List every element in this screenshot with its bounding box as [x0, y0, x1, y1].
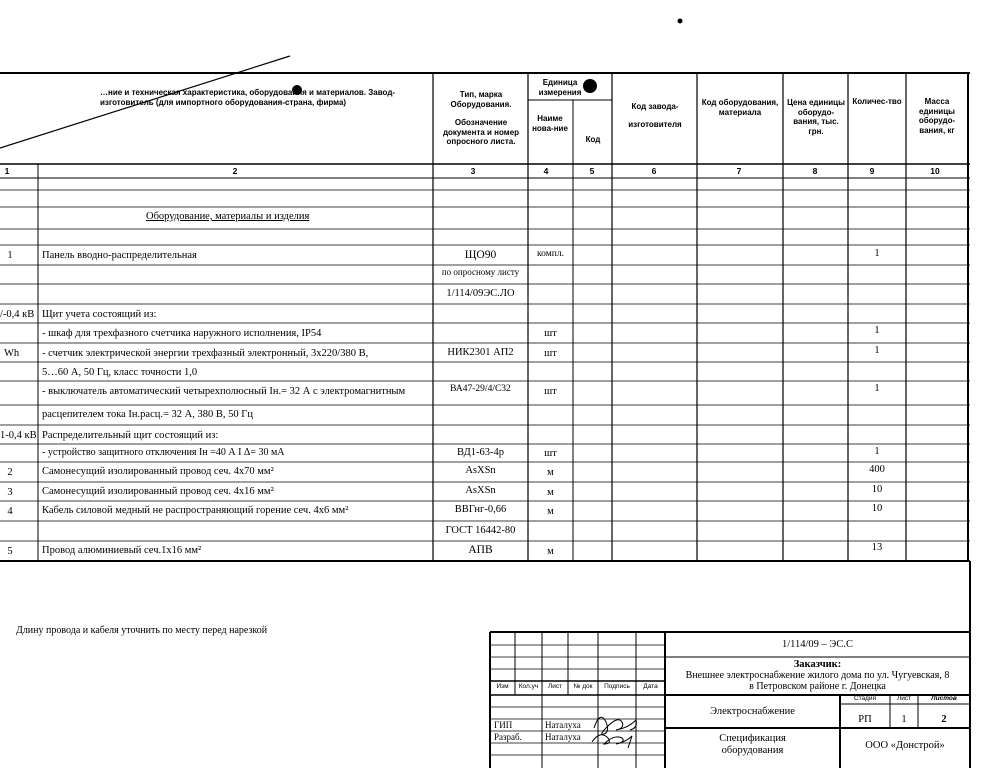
row-type: ГОСТ 16442-80 [445, 525, 516, 536]
row-pos: /-0,4 кВ [0, 309, 35, 320]
stage-label: Стадия [853, 695, 877, 702]
row-type: по опросному листу [441, 267, 520, 277]
row-unit: м [547, 506, 554, 517]
stage-value: РП [858, 714, 872, 725]
row-type: AsXSn [465, 465, 496, 476]
header-col8: Цена единицы оборудо-вания, тыс. грн. [787, 98, 845, 136]
section-name: Электроснабжение [710, 706, 795, 717]
row-unit: м [547, 546, 554, 557]
row-unit: шт [544, 386, 557, 397]
row-name: - устройство защитного отключения Iн =40 А I Δ= 30 мА [42, 447, 285, 458]
row-unit: шт [544, 448, 557, 459]
header-col5: Код [585, 135, 601, 144]
row-name: Провод алюминиевый сеч.1х16 мм² [42, 545, 202, 556]
row-name: расцепителем тока Iн.расц.= 32 А, 380 В, 50 Гц [42, 409, 253, 420]
sheets-label: Листов [931, 695, 957, 702]
rev-header: Дата [643, 683, 658, 690]
row-qty: 1 [874, 248, 880, 259]
row-unit: шт [544, 348, 557, 359]
row-qty: 1 [874, 383, 880, 394]
row-qty: 1 [874, 325, 880, 336]
rev-header: Изм [496, 683, 509, 690]
rev-header: Подпись [604, 683, 630, 690]
rev-header: № док [573, 683, 593, 690]
header-col3-bottom: Обозначение документа и номер опросного листа. [442, 118, 520, 147]
role-gip: ГИП [494, 720, 513, 730]
col-number: 4 [543, 166, 549, 176]
header-col3-top: Тип, марка Оборудования. [450, 90, 512, 109]
note-text: Длину провода и кабеля уточнить по месту перед нарезкой [16, 625, 268, 636]
header-col6: Код завода-изготовителя [628, 102, 682, 130]
row-type: AsXSn [465, 485, 496, 496]
role-gip-name: Наталуха [545, 720, 581, 730]
doc-number: 1/114/09 – ЭС.С [781, 639, 853, 650]
row-type: НИК2301 АП2 [447, 347, 514, 358]
rev-header: Лист [547, 683, 563, 690]
role-dev: Разраб. [494, 732, 522, 742]
row-name: 5…60 А, 50 Гц, класс точности 1,0 [42, 367, 198, 378]
row-qty: 10 [871, 503, 883, 514]
col-number: 5 [589, 166, 595, 176]
company-name: ООО «Донстрой» [865, 740, 945, 751]
sheet-title-2: оборудования [721, 745, 784, 756]
row-qty: 1 [874, 446, 880, 457]
row-name: - выключатель автоматический четырехполюсный Iн.= 32 А с электромагнитным [42, 386, 406, 397]
row-pos: 1-0,4 кВ [0, 430, 37, 441]
row-pos: 2 [7, 467, 13, 478]
col-number: 2 [232, 166, 238, 176]
col-number: 3 [470, 166, 476, 176]
section-title: Оборудование, материалы и изделия [146, 211, 310, 222]
row-unit: шт [544, 328, 557, 339]
row-type: ВД1-63-4р [456, 447, 504, 458]
sheet-title-1: Спецификация [719, 733, 786, 744]
row-type: ВА47-29/4/С32 [450, 384, 511, 394]
row-qty: 1 [874, 345, 880, 356]
header-col1: …ние и техническая характеристика, оборудования и материалов. Завод-изготовитель (для импортного оборудования-страна, фирма) [100, 88, 396, 107]
row-qty: 13 [871, 542, 883, 553]
row-unit: м [547, 467, 554, 478]
row-pos: 5 [7, 546, 13, 557]
row-qty: 400 [869, 464, 885, 475]
row-type: ЩО90 [464, 249, 497, 261]
row-name: - шкаф для трехфазного счетчика наружного исполнения, IP54 [42, 328, 322, 339]
row-pos: Wh [4, 348, 20, 359]
header-col7: Код оборудования, материала [701, 98, 779, 117]
row-type: АПВ [468, 544, 493, 556]
row-type: 1/114/09ЭС.ЛО [446, 288, 515, 299]
row-pos: 4 [7, 506, 13, 517]
row-name: Кабель силовой медный не распространяющий горение сеч. 4х6 мм² [42, 505, 349, 516]
role-dev-name: Наталуха [545, 732, 581, 742]
header-col10: Масса единицы оборудо-вания, кг [918, 97, 956, 135]
row-name: - счетчик электрической энергии трехфазный электронный, 3х220/380 В, [42, 348, 369, 359]
col-number: 6 [651, 166, 657, 176]
customer-text-1: Внешнее электроснабжение жилого дома по ул. Чугуевская, 8 [685, 670, 950, 681]
row-pos: 1 [7, 250, 13, 261]
col-number: 10 [930, 166, 940, 176]
customer-text-2: в Петровском районе г. Донецка [749, 681, 886, 692]
row-name: Самонесущий изолированный провод сеч. 4х16 мм² [42, 486, 274, 497]
rev-header: Кол.уч [518, 683, 539, 690]
header-col4: Наиме нова-ние [532, 114, 568, 133]
header-units-title: Единица измерения [538, 78, 582, 97]
row-unit: компл. [537, 249, 564, 259]
sheet-value: 1 [901, 714, 907, 725]
col-number: 8 [812, 166, 818, 176]
customer-label: Заказчик: [793, 659, 842, 670]
row-name: Щит учета состоящий из: [42, 309, 157, 320]
row-qty: 10 [871, 484, 883, 495]
col-number: 7 [736, 166, 742, 176]
col-number: 1 [4, 166, 10, 176]
col-number: 9 [869, 166, 875, 176]
row-type: ВВГнг-0,66 [454, 504, 507, 515]
row-pos: 3 [7, 487, 13, 498]
row-unit: м [547, 487, 554, 498]
sheets-value: 2 [941, 714, 947, 725]
header-col9: Количес-тво [852, 97, 902, 106]
row-name: Распределительный щит состоящий из: [42, 430, 219, 441]
row-name: Самонесущий изолированный провод сеч. 4х70 мм² [42, 466, 274, 477]
sheet-label: Лист [896, 695, 912, 702]
row-name: Панель вводно-распределительная [42, 250, 197, 261]
